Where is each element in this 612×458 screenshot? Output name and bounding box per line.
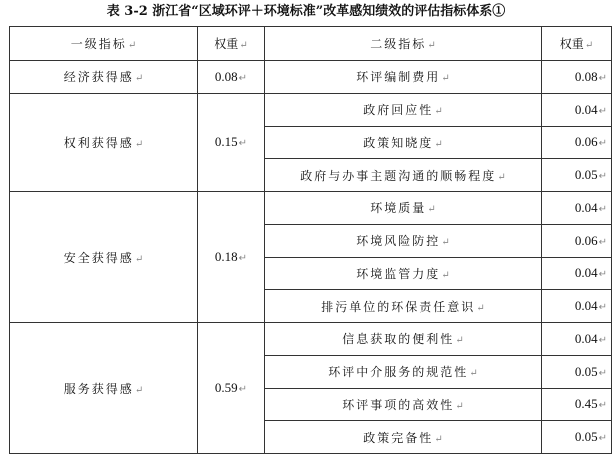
indicator-table <box>9 26 612 454</box>
header-level2: 二级指标↵ <box>265 27 542 61</box>
level1-indicator: 权利获得感↵ <box>10 93 198 191</box>
level2-indicator: 政府回应性↵ <box>265 93 542 126</box>
level2-weight: 0.05↵ <box>542 421 612 454</box>
level2-weight: 0.04↵ <box>542 257 612 290</box>
level2-indicator: 环境监管力度↵ <box>265 257 542 290</box>
table-header-row <box>10 27 612 61</box>
header-level1: 一级指标↵ <box>10 27 198 61</box>
level1-indicator: 安全获得感↵ <box>10 192 198 323</box>
table-row <box>10 61 612 94</box>
level2-indicator: 环评编制费用↵ <box>265 61 542 94</box>
level2-indicator: 信息获取的便利性↵ <box>265 323 542 356</box>
level2-weight: 0.45↵ <box>542 388 612 421</box>
level2-weight: 0.04↵ <box>542 290 612 323</box>
level2-indicator: 政策完备性↵ <box>265 421 542 454</box>
table-row <box>10 192 612 225</box>
level2-indicator: 环评事项的高效性↵ <box>265 388 542 421</box>
level2-indicator: 环境风险防控↵ <box>265 224 542 257</box>
level1-weight: 0.59↵ <box>198 323 265 454</box>
level1-indicator: 经济获得感↵ <box>10 61 198 94</box>
header-weight1: 权重↵ <box>198 27 265 61</box>
level2-indicator: 政府与办事主题沟通的顺畅程度↵ <box>265 159 542 192</box>
level1-indicator: 服务获得感↵ <box>10 323 198 454</box>
table-row <box>10 93 612 126</box>
level1-weight: 0.08↵ <box>198 61 265 94</box>
level2-weight: 0.04↵ <box>542 323 612 356</box>
level2-indicator: 环境质量↵ <box>265 192 542 225</box>
level2-weight: 0.06↵ <box>542 126 612 159</box>
level2-indicator: 排污单位的环保责任意识↵ <box>265 290 542 323</box>
level2-indicator: 政策知晓度↵ <box>265 126 542 159</box>
level2-weight: 0.04↵ <box>542 93 612 126</box>
level2-weight: 0.08↵ <box>542 61 612 94</box>
level2-weight: 0.05↵ <box>542 355 612 388</box>
level2-indicator: 环评中介服务的规范性↵ <box>265 355 542 388</box>
level2-weight: 0.06↵ <box>542 224 612 257</box>
table-row <box>10 323 612 356</box>
level1-weight: 0.18↵ <box>198 192 265 323</box>
level2-weight: 0.05↵ <box>542 159 612 192</box>
level1-weight: 0.15↵ <box>198 93 265 191</box>
level2-weight: 0.04↵ <box>542 192 612 225</box>
table-caption: 表 3-2 浙江省“区域环评＋环境标准”改革感知绩效的评估指标体系① <box>106 4 506 19</box>
header-weight2: 权重↵ <box>542 27 612 61</box>
